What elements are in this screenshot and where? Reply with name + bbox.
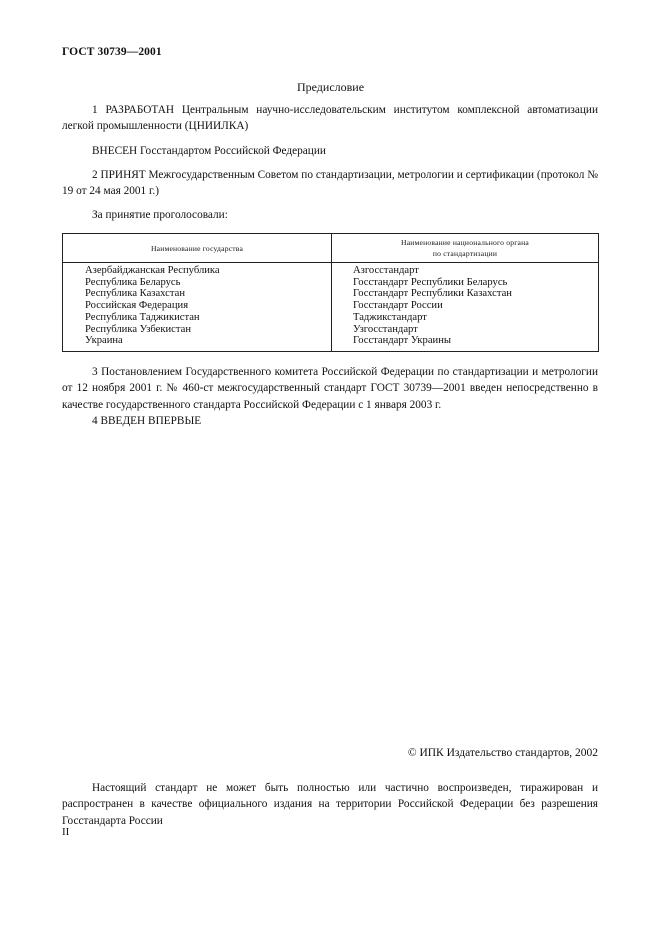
section-title: Предисловие: [296, 80, 365, 94]
table-header-national-body: Наименование национального органа по стандартизации: [401, 238, 529, 258]
table-column-states: [85, 265, 220, 347]
table-cell-state: Российская Федерация: [85, 300, 189, 312]
voting-table: [62, 233, 599, 352]
table-cell-national-body: Азгосстандарт: [353, 265, 419, 276]
table-cell-national-body: Госстандарт Республики Казахстан: [353, 288, 512, 300]
paragraph-adopted-by: 2 ПРИНЯТ Межгосударственным Советом по стандартизации, метрологии и сертификации (протокол № 19 от 24 мая 2001 г.): [62, 169, 598, 198]
document-code: ГОСТ 30739—2001: [62, 46, 162, 58]
reproduction-notice: Настоящий стандарт не может быть полностью или частично воспроизведен, тиражирован и распространен в качестве официального издания на территории Российской Федерации без разрешения Госстандарта России: [62, 782, 598, 827]
copyright-notice: © ИПК Издательство стандартов, 2002: [407, 747, 598, 759]
paragraph-voted-for: За принятие проголосовали:: [92, 209, 228, 221]
table-cell-national-body: Госстандарт России: [353, 300, 443, 312]
table-column-divider: [331, 234, 332, 351]
table-header-state: Наименование государства: [150, 243, 244, 253]
page-number: II: [62, 826, 70, 838]
table-cell-state: Украина: [85, 335, 123, 347]
paragraph-introduced-by: ВНЕСЕН Госстандартом Российской Федерации: [92, 145, 326, 157]
table-cell-state: Республика Беларусь: [85, 276, 181, 288]
table-cell-national-body: Госстандарт Республики Беларусь: [353, 276, 508, 288]
table-cell-national-body: Госстандарт Украины: [353, 335, 451, 347]
paragraph-resolution: 3 Постановлением Государственного комитета Российской Федерации по стандартизации и метрологии от 12 ноября 2001 г. № 460-ст межгосударственный стандарт ГОСТ 30739—2001 введен непосредственно в качестве государственного стандарта Российской Федерации с 1 января 2003 г.: [62, 366, 598, 411]
table-cell-state: Республика Казахстан: [85, 288, 186, 300]
paragraph-developed-by: 1 РАЗРАБОТАН Центральным научно-исследовательским институтом комплексной автоматизации легкой промышленности (ЦНИИЛКА): [62, 104, 598, 133]
table-cell-national-body: Таджикстандарт: [353, 311, 427, 323]
table-cell-state: Азербайджанская Республика: [85, 265, 220, 276]
table-cell-national-body: Узгосстандарт: [353, 323, 418, 335]
table-column-bodies: [353, 265, 512, 347]
paragraph-first-introduced: 4 ВВЕДЕН ВПЕРВЫЕ: [92, 415, 202, 427]
table-cell-state: Республика Узбекистан: [85, 323, 192, 335]
table-cell-state: Республика Таджикистан: [85, 311, 200, 323]
